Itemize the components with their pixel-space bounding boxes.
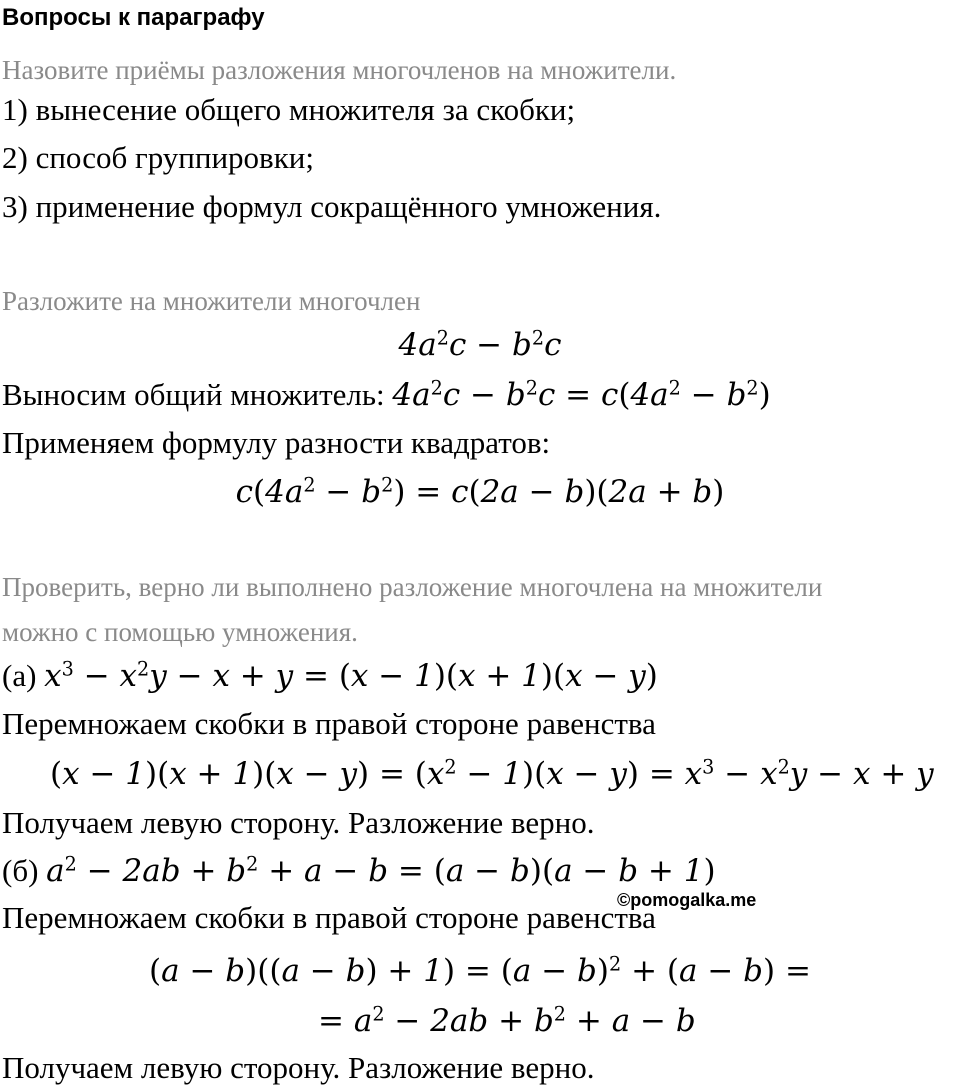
question-3-line-1: Проверить, верно ли выполнено разложение многочлена на множители: [2, 572, 823, 602]
part-b-conclusion: Получаем левую сторону. Разложение верно.: [2, 1050, 595, 1085]
part-a-expansion: $(x - 1)(x + 1)(x - y) = (x^2 - 1)(x - y) = x^3 - x^2y - x + y$: [50, 755, 934, 792]
polynomial-expression: $4a^2c - b^2c$: [398, 326, 562, 363]
watermark: ©pomogalka.me: [617, 890, 757, 910]
step-difference-of-squares: Применяем формулу разности квадратов:: [2, 425, 551, 460]
part-a-conclusion: Получаем левую сторону. Разложение верно.: [2, 805, 595, 840]
answer-1-item-3: 3) применение формул сокращённого умножения.: [2, 189, 662, 224]
part-a-multiply-text: Перемножаем скобки в правой стороне равенства: [2, 706, 656, 741]
part-b-expansion-line-2: = $a^2 - 2ab + b^2 + a - b$: [318, 1002, 696, 1039]
part-b-multiply-text: Перемножаем скобки в правой стороне равенства: [2, 900, 656, 935]
step-common-factor: Выносим общий множитель: $4a^2c - b^2c = c(4a^2 - b^2)$: [2, 376, 771, 413]
difference-of-squares-result: $c(4a^2 - b^2) = c(2a - b)(2a + b)$: [235, 473, 725, 510]
part-b-equation: (б) $a^2 - 2ab + b^2 + a - b = (a - b)(a - b + 1)$: [2, 852, 716, 889]
answer-1-item-2: 2) способ группировки;: [2, 140, 314, 175]
part-b-expansion-line-1: $(a - b)((a - b) + 1) = (a - b)^2 + (a - b)$ =: [149, 952, 811, 989]
question-1: Назовите приёмы разложения многочленов на множители.: [2, 55, 677, 85]
answer-1-item-1: 1) вынесение общего множителя за скобки;: [2, 92, 576, 127]
question-2: Разложите на множители многочлен: [2, 286, 421, 316]
question-3-line-2: можно с помощью умножения.: [2, 617, 358, 647]
page-title: Вопросы к параграфу: [2, 4, 265, 31]
part-a-equation: (а) $x^3 - x^2y - x + y = (x - 1)(x + 1)(x - y)$: [2, 657, 658, 694]
